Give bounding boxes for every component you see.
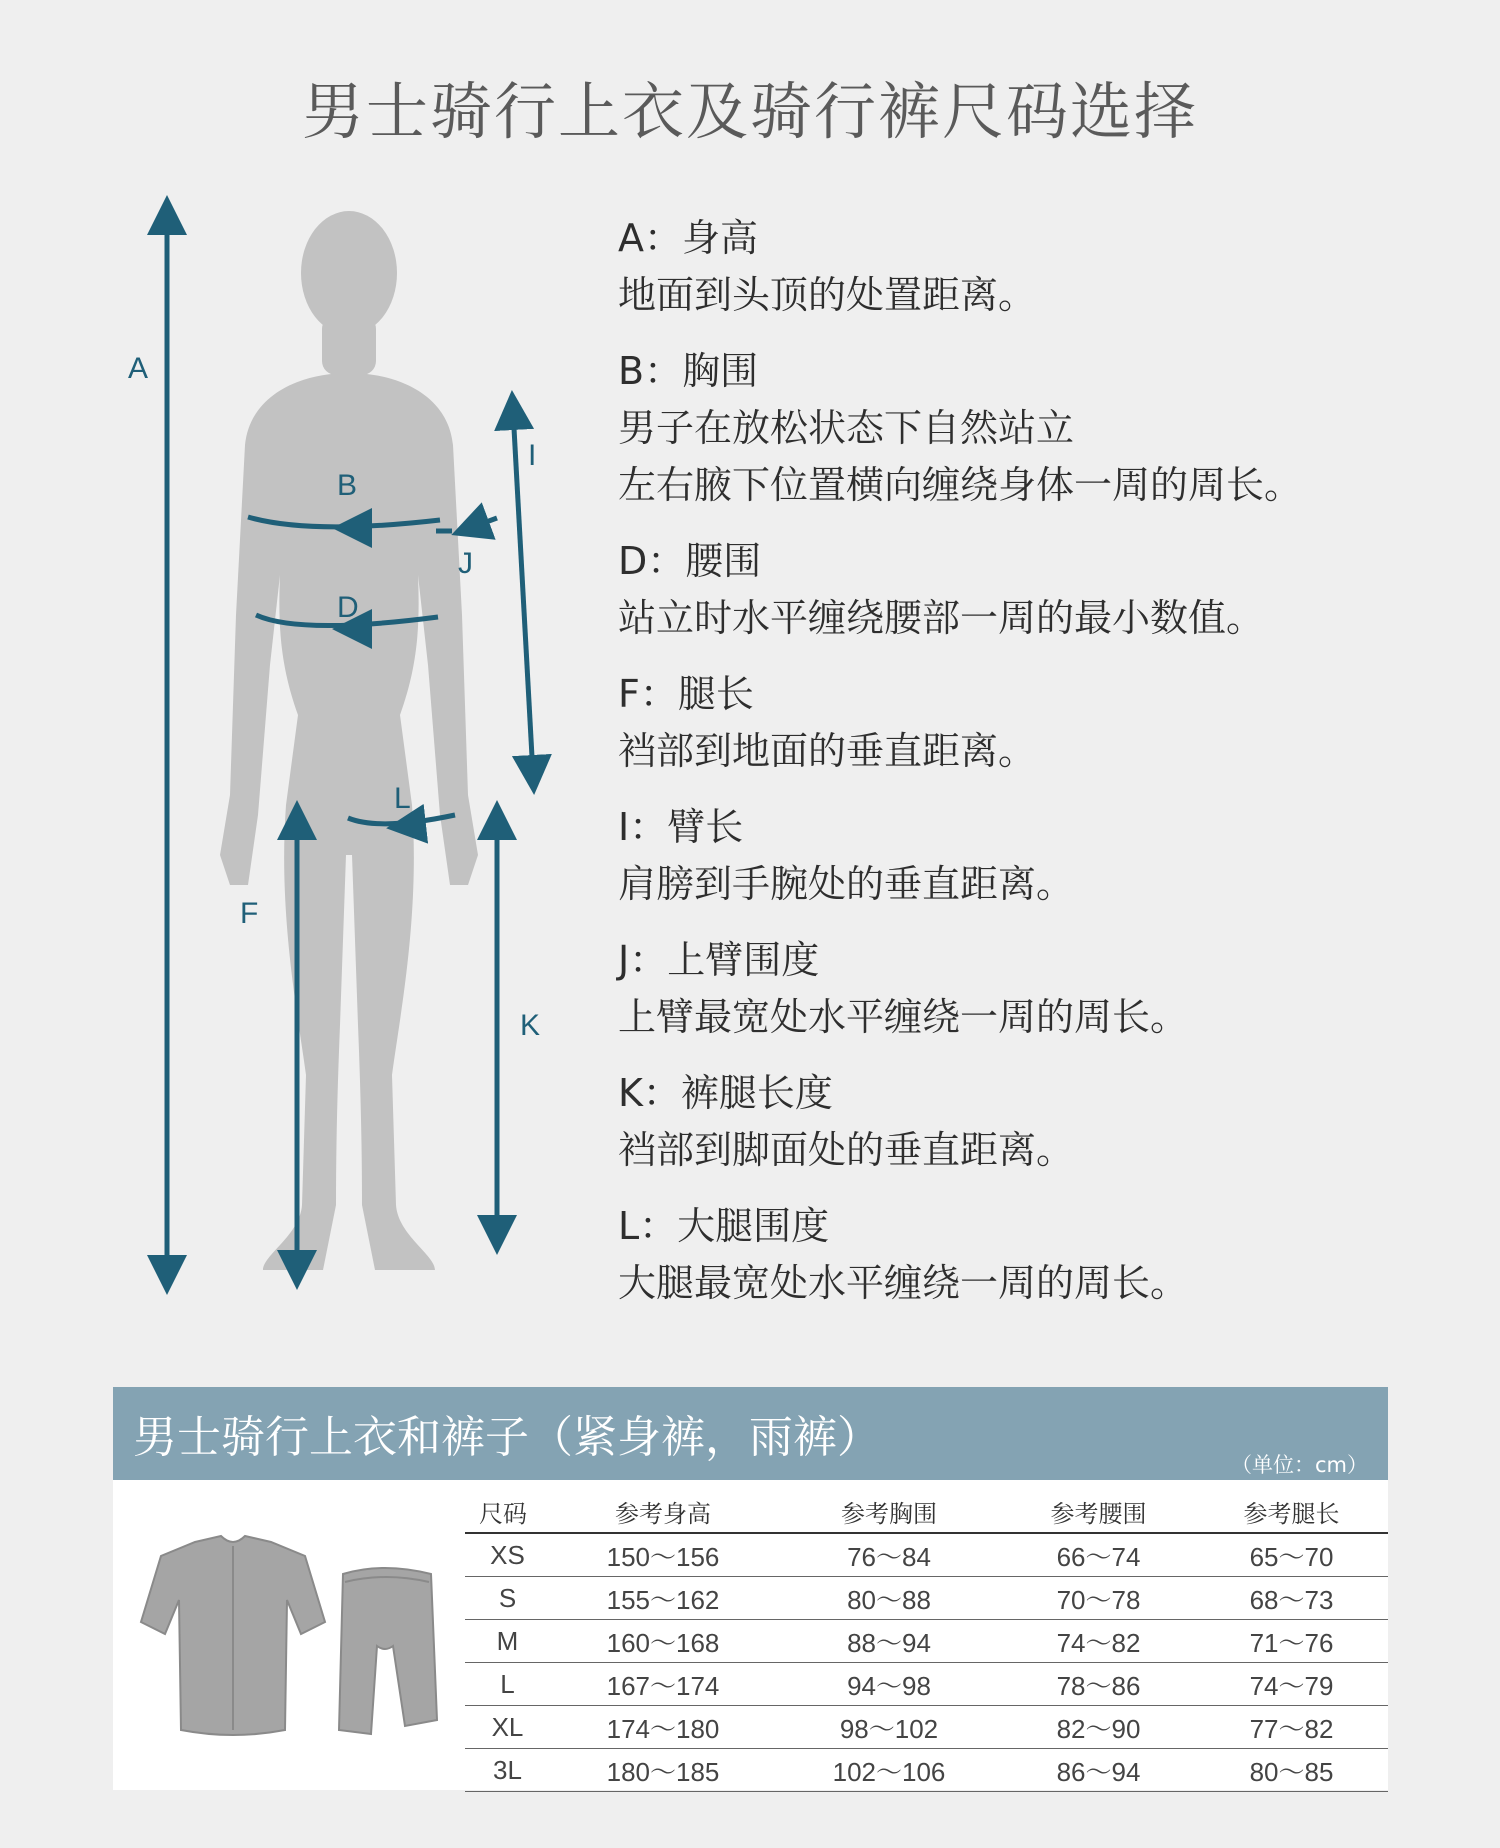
definition-b	[618, 343, 1438, 514]
table-cell: S	[465, 1577, 550, 1620]
definition-heading: F：腿长	[618, 672, 754, 716]
table-row	[465, 1577, 1388, 1620]
definition-f	[618, 666, 1438, 780]
size-chart-section	[113, 1387, 1388, 1790]
table-cell: 74～82	[1002, 1620, 1195, 1663]
page-title: 男士骑行上衣及骑行裤尺码选择	[301, 75, 1198, 148]
table-cell: 3L	[465, 1749, 550, 1792]
table-cell: 180～185	[550, 1749, 776, 1792]
definition-l	[618, 1198, 1438, 1312]
table-cell: 174～180	[550, 1706, 776, 1749]
jersey-icon	[141, 1536, 325, 1735]
label-d: D	[337, 591, 359, 624]
definition-heading: I：臂长	[618, 805, 744, 849]
column-header: 参考身高	[550, 1490, 776, 1533]
definition-d	[618, 533, 1438, 647]
definition-text: 大腿最宽处水平缠绕一周的周长。	[618, 1261, 1189, 1305]
label-k: K	[520, 1009, 541, 1042]
table-cell: 71～76	[1195, 1620, 1388, 1663]
table-cell: 80～88	[776, 1577, 1002, 1620]
label-i: I	[528, 439, 537, 472]
bib-shorts-icon	[339, 1568, 437, 1734]
definition-heading: A：身高	[618, 216, 758, 260]
body-measurement-figure	[100, 195, 600, 1315]
table-row	[465, 1749, 1388, 1792]
table-cell: 86～94	[1002, 1749, 1195, 1792]
table-cell: 102～106	[776, 1749, 1002, 1792]
column-header: 尺码	[465, 1490, 550, 1533]
column-header: 参考腿长	[1195, 1490, 1388, 1533]
label-a: A	[128, 352, 149, 385]
garment-illustration	[133, 1534, 453, 1744]
definition-text: 裆部到地面的垂直距离。	[618, 729, 1037, 773]
measure-l-arrowhead	[406, 825, 415, 826]
definition-a	[618, 210, 1438, 324]
table-row	[465, 1620, 1388, 1663]
column-header: 参考腰围	[1002, 1490, 1195, 1533]
table-cell: 78～86	[1002, 1663, 1195, 1706]
label-f: F	[240, 897, 259, 930]
table-cell: 160～168	[550, 1620, 776, 1663]
table-cell: 150～156	[550, 1533, 776, 1577]
size-chart-title: 男士骑行上衣和裤子（紧身裤，雨裤）	[133, 1412, 881, 1463]
label-l: L	[394, 782, 411, 815]
table-row	[465, 1663, 1388, 1706]
table-cell: 80～85	[1195, 1749, 1388, 1792]
definition-text: 站立时水平缠绕腰部一周的最小数值。	[618, 596, 1265, 640]
definition-k	[618, 1065, 1438, 1179]
table-cell: 77～82	[1195, 1706, 1388, 1749]
definition-heading: J：上臂围度	[618, 938, 820, 982]
table-row	[465, 1706, 1388, 1749]
size-chart-header	[113, 1387, 1388, 1480]
definition-text: 地面到头顶的处置距离。	[618, 273, 1037, 317]
definition-text: 上臂最宽处水平缠绕一周的周长。	[618, 995, 1189, 1039]
definition-i	[618, 799, 1438, 913]
body-silhouette	[220, 211, 478, 1270]
table-cell: 167～174	[550, 1663, 776, 1706]
table-cell: XL	[465, 1706, 550, 1749]
table-cell: 94～98	[776, 1663, 1002, 1706]
table-cell: 155～162	[550, 1577, 776, 1620]
table-cell: 82～90	[1002, 1706, 1195, 1749]
label-b: B	[337, 469, 358, 502]
table-cell: M	[465, 1620, 550, 1663]
table-cell: 70～78	[1002, 1577, 1195, 1620]
column-header: 参考胸围	[776, 1490, 1002, 1533]
table-cell: 74～79	[1195, 1663, 1388, 1706]
definition-heading: K：裤腿长度	[618, 1071, 833, 1115]
definition-text: 男子在放松状态下自然站立	[618, 406, 1075, 450]
table-cell: 65～70	[1195, 1533, 1388, 1577]
definition-text: 肩膀到手腕处的垂直距离。	[618, 862, 1075, 906]
label-j: J	[458, 547, 473, 580]
table-cell: 76～84	[776, 1533, 1002, 1577]
definition-text: 裆部到脚面处的垂直距离。	[618, 1128, 1075, 1172]
size-table	[465, 1490, 1388, 1792]
table-header-row	[465, 1490, 1388, 1533]
measurement-definitions	[618, 210, 1438, 1331]
table-cell: L	[465, 1663, 550, 1706]
table-cell: XS	[465, 1533, 550, 1577]
table-row	[465, 1533, 1388, 1577]
definition-text: 左右腋下位置横向缠绕身体一周的周长。	[618, 463, 1303, 507]
table-cell: 66～74	[1002, 1533, 1195, 1577]
definition-heading: D：腰围	[618, 539, 762, 583]
table-cell: 98～102	[776, 1706, 1002, 1749]
measure-j-arrow	[470, 518, 497, 528]
definition-j	[618, 932, 1438, 1046]
table-cell: 88～94	[776, 1620, 1002, 1663]
definition-heading: L：大腿围度	[618, 1204, 830, 1248]
unit-note: （单位：cm）	[1230, 1453, 1368, 1477]
table-cell: 68～73	[1195, 1577, 1388, 1620]
definition-heading: B：胸围	[618, 349, 759, 393]
